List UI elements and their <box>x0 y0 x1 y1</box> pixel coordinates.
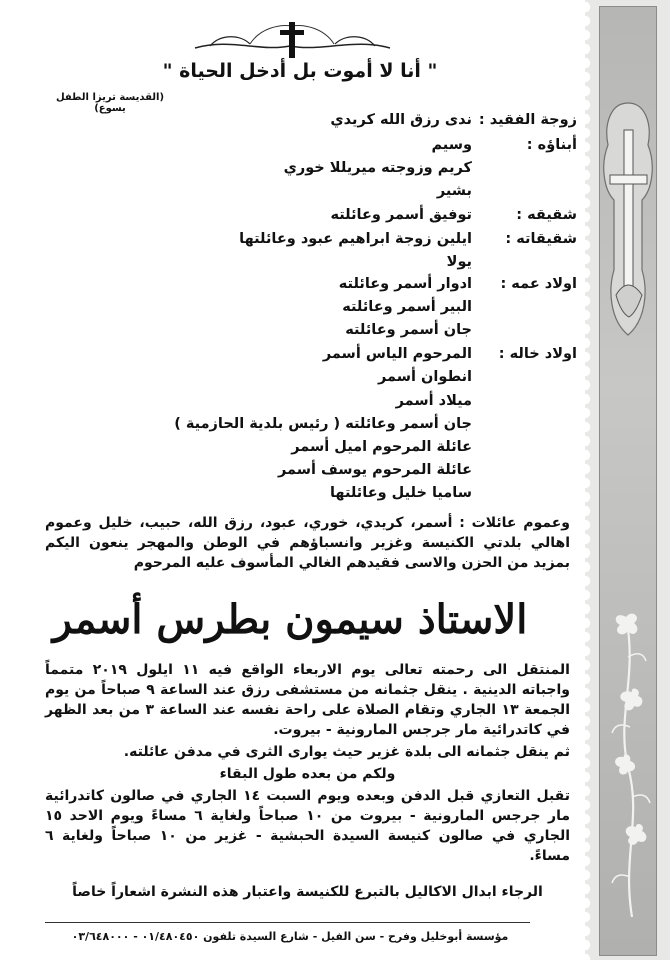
flower-vine-icon <box>602 597 654 927</box>
cousin-item: المرحوم الياس أسمر <box>322 346 472 362</box>
cousin-item: انطوان أسمر <box>378 369 472 385</box>
wife-value: ندى رزق الله كريدي <box>330 112 472 128</box>
son-item: وسيم <box>431 137 472 153</box>
families-paragraph: وعموم عائلات : أسمر، كريدي، خوري، عبود، رزق الله، حبيب، خليل وعموم اهالي بلدتي الكنيسة وغزير وانسباؤهم في الوطن والمهجر ينعون اليكم بمزيد من الحزن والاسى فقيدهم الغالي المأسوف عليه المرحوم <box>45 515 570 571</box>
cousin-item: جان أسمر وعائلته <box>345 322 472 338</box>
footer-divider <box>45 922 530 923</box>
paternal-cousins-label: اولاد عمه : <box>500 276 577 292</box>
brother-value: توفيق أسمر وعائلته <box>330 207 472 223</box>
sons-label: أبناؤه : <box>526 137 577 153</box>
maternal-cousins-label: اولاد خاله : <box>498 346 577 362</box>
brother-label: شقيقه : <box>516 207 577 223</box>
quote-author: (القديسة تريزا الطفل يسوع) <box>55 92 165 114</box>
deceased-name: الاستاذ سيمون بطرس أسمر <box>52 596 528 643</box>
scalloped-edge <box>585 0 595 960</box>
wife-label: زوجة الفقيد : <box>478 112 577 128</box>
sister-item: ايلين زوجة ابراهيم عبود وعائلتها <box>239 231 472 247</box>
sister-item: يولا <box>446 254 472 270</box>
footer-contact: مؤسسة أبوخليل وفرح - سن الفيل - شارع السيدة تلفون ٠١/٤٨٠٤٥٠ - ٠٣/٦٤٨٠٠٠ <box>71 930 509 943</box>
condolences-paragraph: تقبل التعازي قبل الدفن وبعده ويوم السبت ١٤ الجاري في صالون كاتدرائية مار جرجس المارونية - بيروت من ١٠ صباحاً ولغاية ٦ مساءً ويوم الاحد ١٥ الجاري في صالون كنيسة السيدة الحبشية - غزير من ١٠ صباحاً ولغاية ٦ مساءً. <box>45 788 570 864</box>
cousin-item: ميلاد أسمر <box>395 393 472 409</box>
cross-with-rose-icon <box>602 95 654 345</box>
cousin-item: جان أسمر وعائلته ( رئيس بلدية الحازمية ) <box>174 416 472 432</box>
sisters-label: شقيقاته : <box>505 231 577 247</box>
son-item: بشير <box>436 183 472 199</box>
burial-line: ثم ينقل جثمانه الى بلدة غزير حيث يوارى الثرى في مدفن عائلته. <box>123 744 570 760</box>
cross-ornament-icon <box>190 18 395 62</box>
cousin-item: ادوار أسمر وعائلته <box>338 276 472 292</box>
son-item: كريم وزوجته ميريللا خوري <box>283 160 472 176</box>
border-panel <box>599 6 657 956</box>
cousin-item: عائلة المرحوم يوسف أسمر <box>277 462 472 478</box>
cousin-item: البير أسمر وعائلته <box>342 299 472 315</box>
wreaths-line: الرجاء ابدال الاكاليل بالتبرع للكنيسة واعتبار هذه النشرة اشعاراً خاصاً <box>72 884 543 900</box>
condolence-line: ولكم من بعده طول البقاء <box>219 766 396 782</box>
opening-quote: " أنا لا أموت بل أدخل الحياة " <box>162 60 438 82</box>
decorative-border <box>585 0 670 960</box>
cousin-item: عائلة المرحوم اميل أسمر <box>291 439 472 455</box>
death-paragraph: المنتقل الى رحمته تعالى يوم الاربعاء الواقع فيه ١١ ايلول ٢٠١٩ متمماً واجباته الدينية . ينقل جثمانه من مستشفى رزق عند الساعة ٩ صباحاً من يوم الجمعة ١٣ الجاري وتقام الصلاة على راحة نفسه عند الساعة ٣ من بعد الظهر في كاتدرائية مار جرجس المارونية - بيروت. <box>45 662 571 738</box>
cousin-item: ساميا خليل وعائلتها <box>329 485 472 501</box>
